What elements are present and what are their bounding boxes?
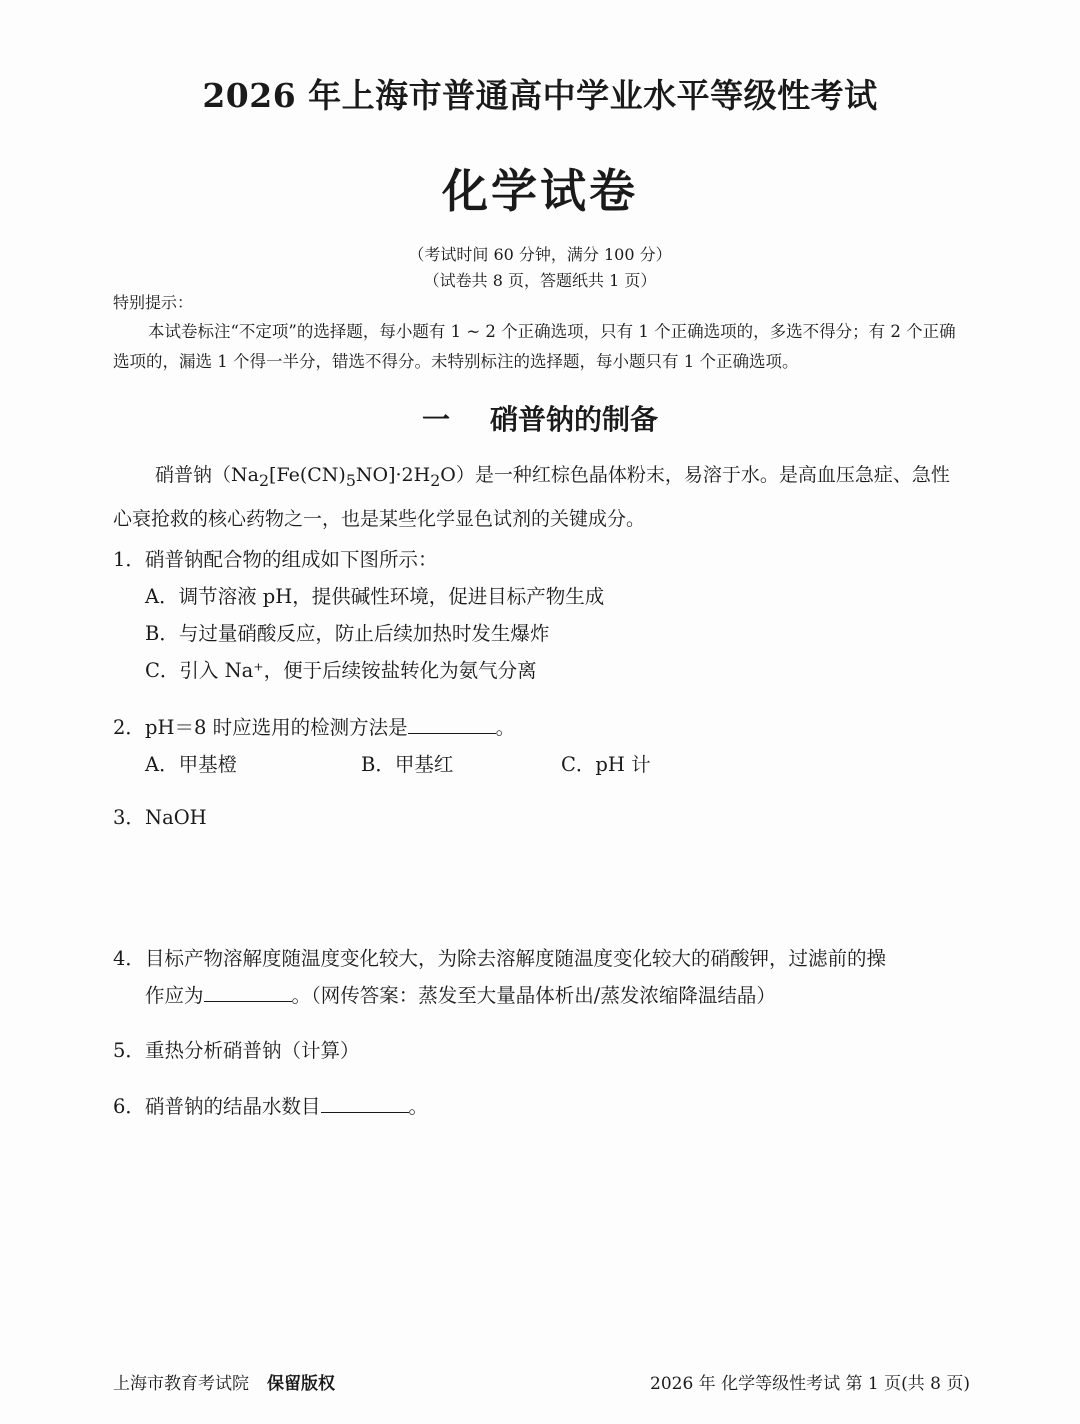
notice-label: 特别提示： [113,293,194,312]
question-number: 4． [113,947,145,970]
question-text: NaOH [145,806,207,829]
section-title: 硝普钠的制备 [490,403,659,436]
question-4-line-2 [113,977,973,1014]
question-4 [113,940,973,1014]
question-number: 5． [113,1039,145,1062]
footer-rights: 保留版权 [267,1374,335,1394]
footer-organization: 上海市教育考试院 [113,1374,249,1394]
section-intro [113,456,968,539]
question-text: 作应为 [145,984,204,1007]
intro-text-part: 硝普钠（Na [155,464,259,486]
question-number: 1． [113,548,145,571]
question-text: pH＝8 时应选用的检测方法是 [145,716,408,739]
question-2-option-c: C．pH 计 [561,753,651,776]
exam-info [0,242,1080,294]
question-4-line-1 [113,940,973,977]
answer-blank[interactable] [321,1090,409,1113]
question-6 [113,1088,973,1125]
question-1-option-b: B．与过量硝酸反应，防止后续加热时发生爆炸 [145,622,550,645]
question-2 [113,709,973,746]
question-number: 6． [113,1095,145,1118]
exam-title: 2026 年上海市普通高中学业水平等级性考试 [202,76,878,115]
answer-blank[interactable] [204,979,292,1002]
question-1-option-a: A．调节溶液 pH，提供碱性环境，促进目标产物生成 [145,585,605,608]
exam-info-duration: （考试时间 60 分钟，满分 100 分） [408,245,672,264]
question-number: 2． [113,716,145,739]
exam-info-pages: （试卷共 8 页，答题纸共 1 页） [423,271,657,290]
intro-subscript: 2 [258,470,270,490]
question-text: 重热分析硝普钠（计算） [145,1039,360,1062]
section-heading [0,398,1080,438]
answer-blank[interactable] [408,711,496,734]
footer-page-info: 2026 年 化学等级性考试 第 1 页(共 8 页) [650,1374,970,1394]
question-3 [113,799,973,836]
section-number: 一 [421,403,450,436]
intro-text-part: O）是一种红棕色晶体粉末，易溶于水。是高血压急症、急性心衰抢救的核心药物之一，也是某些化学显色试剂的关键成分。 [113,464,950,530]
question-1-option-c: C．引入 Na⁺，便于后续铵盐转化为氨气分离 [145,659,537,682]
question-text: 硝普钠的结晶水数目 [145,1095,321,1118]
question-1 [113,541,973,578]
notice-text: 本试卷标注“不定项”的选择题，每小题有 1 ~ 2 个正确选项，只有 1 个正确选项的，多选不得分；有 2 个正确选项的，漏选 1 个得一半分，错选不得分。未特别标注的选择题，每小题只有 1 个正确选项。 [113,322,956,371]
subject-title: 化学试卷 [442,164,638,218]
question-number: 3． [113,806,145,829]
question-text: 目标产物溶解度随温度变化较大，为除去溶解度随温度变化较大的硝酸钾，过滤前的操 [145,947,887,970]
question-text: 硝普钠配合物的组成如下图所示： [145,548,438,571]
question-2-option-b: B．甲基红 [361,753,454,776]
intro-text-part: [Fe(CN) [269,464,346,486]
question-5 [113,1032,973,1069]
intro-subscript: 2 [430,470,441,490]
question-text-end: 。 [495,716,516,739]
intro-text-part: NO]·2H [355,464,431,486]
question-text-end: 。（网传答案：蒸发至大量晶体析出/蒸发浓缩降温结晶） [291,984,776,1007]
footer-left [113,1369,335,1394]
intro-subscript: 5 [345,470,356,490]
question-text-end: 。 [408,1095,429,1118]
question-2-option-a: A．甲基橙 [145,753,238,776]
